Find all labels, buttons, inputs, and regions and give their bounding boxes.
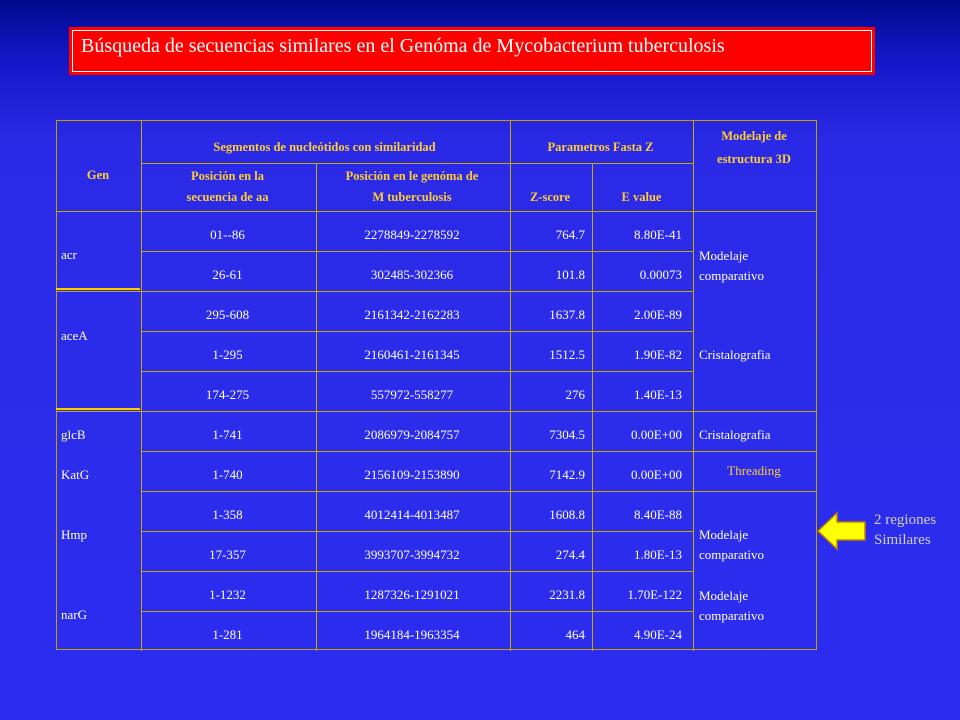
cell-zscore: 1608.8 — [549, 507, 585, 522]
modeling-narg-line1: Modelaje — [699, 588, 749, 603]
cell-zscore: 1637.8 — [549, 307, 585, 322]
cell-evalue: 1.70E-122 — [627, 587, 682, 602]
cell-evalue: 0.00E+00 — [630, 467, 682, 482]
cell-evalue: 2.00E-89 — [633, 307, 682, 322]
cell-pos-genome: 3993707-3994732 — [364, 547, 460, 562]
grid-line — [141, 611, 693, 612]
grid-line — [141, 531, 693, 532]
cell-evalue: 1.90E-82 — [633, 347, 682, 362]
cell-pos-genome: 2086979-2084757 — [364, 427, 460, 442]
cell-pos-aa: 1-741 — [212, 427, 243, 442]
gene-name: KatG — [61, 467, 90, 482]
cell-zscore: 2231.8 — [549, 587, 585, 602]
cell-evalue: 0.00E+00 — [630, 427, 682, 442]
cell-zscore: 1512.5 — [549, 347, 585, 362]
side-note-line2: Similares — [874, 532, 931, 548]
title-banner — [69, 27, 875, 75]
header-evalue: E value — [621, 190, 662, 204]
modeling-acr-line2: comparativo — [699, 268, 764, 283]
cell-pos-aa: 1-740 — [212, 467, 243, 482]
gene-name: narG — [61, 607, 87, 622]
grid-line — [141, 163, 693, 164]
cell-evalue: 1.40E-13 — [633, 387, 682, 402]
cell-zscore: 764.7 — [555, 227, 585, 242]
grid-line — [57, 411, 817, 412]
cell-pos-aa: 1-281 — [212, 627, 243, 642]
cell-pos-genome: 2160461-2161345 — [364, 347, 460, 362]
header-pos-aa-line1: Posición en la — [191, 169, 264, 183]
arrow-left-icon — [817, 511, 867, 551]
header-pos-aa-line2: secuencia de aa — [186, 190, 269, 204]
modeling-narg-line2: comparativo — [699, 608, 764, 623]
side-note-line1: 2 regiones — [874, 512, 937, 528]
cell-pos-genome: 557972-558277 — [370, 387, 454, 402]
page-title: Búsqueda de secuencias similares en el Genóma de Mycobacterium tuberculosis — [81, 35, 725, 57]
gene-name: aceA — [61, 328, 88, 343]
cell-zscore: 101.8 — [555, 267, 585, 282]
cell-zscore: 7304.5 — [549, 427, 585, 442]
grid-line — [141, 451, 817, 452]
grid-line — [57, 211, 817, 212]
modeling-hmp-line1: Modelaje — [699, 527, 749, 542]
grid-line — [141, 331, 693, 332]
grid-line — [141, 571, 693, 572]
cell-pos-aa: 174-275 — [205, 387, 250, 402]
cell-evalue: 1.80E-13 — [633, 547, 682, 562]
cell-zscore: 464 — [565, 627, 585, 642]
cell-evalue: 4.90E-24 — [633, 627, 682, 642]
modeling-acea: Cristalografia — [699, 347, 771, 362]
gene-separator — [56, 288, 140, 290]
cell-pos-aa: 295-608 — [205, 307, 250, 322]
header-gen: Gen — [86, 168, 110, 182]
gene-separator — [56, 408, 140, 410]
cell-pos-genome: 4012414-4013487 — [364, 507, 460, 522]
header-segmentos: Segmentos de nucleótidos con similaridad — [213, 140, 436, 154]
cell-pos-aa: 26-61 — [212, 267, 243, 282]
grid-line — [141, 491, 817, 492]
modeling-acr-line1: Modelaje — [699, 248, 749, 263]
side-note — [874, 510, 936, 550]
header-zscore: Z-score — [529, 190, 571, 204]
cell-zscore: 7142.9 — [549, 467, 585, 482]
grid-line — [141, 371, 693, 372]
cell-pos-genome: 2278849-2278592 — [364, 227, 460, 242]
cell-pos-aa: 1-358 — [212, 507, 243, 522]
cell-pos-aa: 17-357 — [209, 547, 246, 562]
cell-pos-aa: 1-1232 — [209, 587, 246, 602]
grid-line — [693, 121, 694, 651]
gene-name: Hmp — [61, 527, 87, 542]
cell-pos-genome: 302485-302366 — [370, 267, 454, 282]
cell-pos-genome: 2161342-2162283 — [364, 307, 460, 322]
cell-evalue: 8.80E-41 — [633, 227, 682, 242]
header-modelaje-line1: Modelaje de — [721, 129, 787, 143]
cell-evalue: 8.40E-88 — [633, 507, 682, 522]
grid-line — [57, 291, 693, 292]
modeling-katg: Threading — [727, 463, 781, 478]
gene-name: acr — [61, 247, 77, 262]
modeling-hmp-line2: comparativo — [699, 547, 764, 562]
header-pos-genome-line1: Posición en le genóma de — [345, 169, 479, 183]
cell-pos-genome: 2156109-2153890 — [364, 467, 460, 482]
header-pos-genome-line2: M tuberculosis — [372, 190, 452, 204]
header-modelaje-line2: estructura 3D — [717, 152, 791, 166]
cell-zscore: 276 — [565, 387, 585, 402]
gene-name: glcB — [61, 427, 86, 442]
modeling-glcb: Cristalografia — [699, 427, 771, 442]
cell-pos-genome: 1287326-1291021 — [364, 587, 460, 602]
cell-pos-aa: 1-295 — [212, 347, 243, 362]
header-parametros: Parametros Fasta Z — [547, 140, 654, 154]
cell-zscore: 274.4 — [555, 547, 585, 562]
cell-pos-aa: 01--86 — [210, 227, 245, 242]
grid-line — [141, 251, 693, 252]
cell-evalue: 0.00073 — [639, 267, 682, 282]
cell-pos-genome: 1964184-1963354 — [364, 627, 460, 642]
